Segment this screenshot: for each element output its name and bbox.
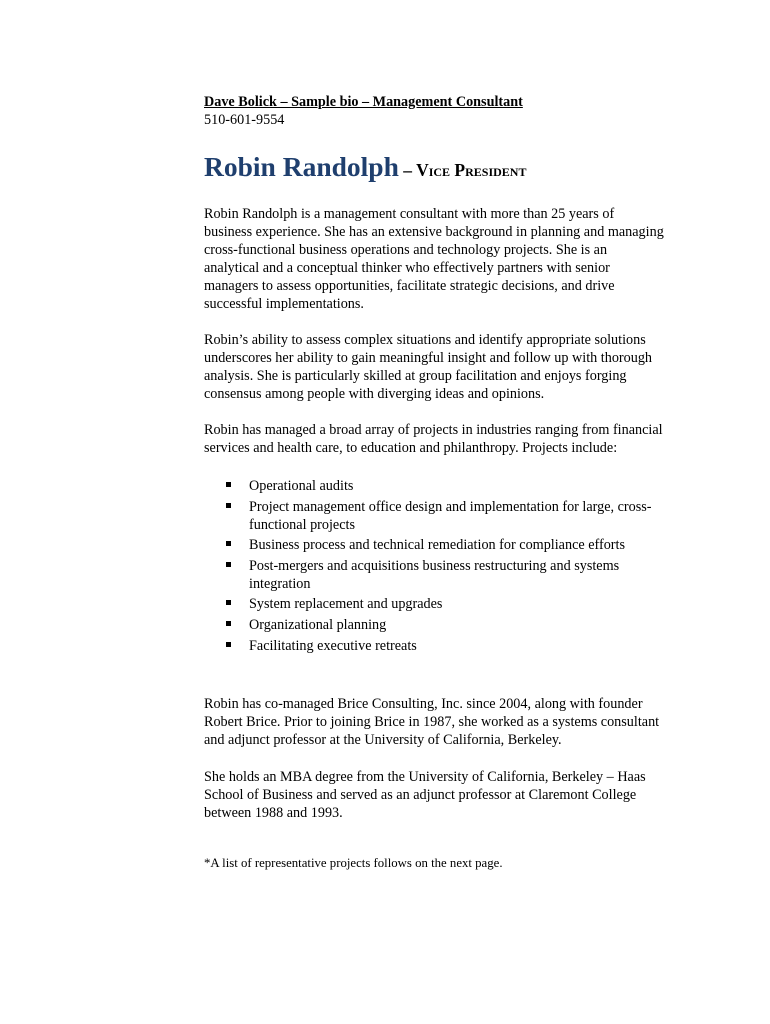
bio-role: – Vice President	[398, 160, 527, 180]
bio-paragraph-projects-intro: Robin has managed a broad array of projects in industries ranging from financial services and health care, to education and philanthropy. Projects include:	[204, 422, 663, 456]
list-item	[204, 616, 664, 634]
bio-name: Robin Randolph	[204, 151, 399, 182]
square-bullet-icon	[226, 600, 231, 605]
document-page	[204, 93, 664, 871]
list-item-text: Business process and technical remediation for compliance efforts	[249, 537, 625, 554]
document-header-phone: 510-601-9554	[204, 112, 285, 128]
square-bullet-icon	[226, 562, 231, 567]
list-item	[204, 595, 664, 613]
list-item	[204, 536, 664, 554]
list-item-text: Post-mergers and acquisitions business restructuring and systems integration	[249, 557, 620, 592]
list-item	[204, 477, 664, 495]
list-item-text: Operational audits	[249, 478, 354, 494]
list-item-text: System replacement and upgrades	[249, 596, 443, 613]
list-item-text: Facilitating executive retreats	[249, 637, 417, 654]
square-bullet-icon	[226, 482, 231, 487]
projects-list	[204, 477, 664, 655]
bio-paragraph-skills: Robin’s ability to assess complex situations and identify appropriate solutions underscores her ability to gain meaningful insight and follow up with thorough analysis. She is particularly skilled at group facilitation and enjoys forging consensus among people with diverging ideas and opinions.	[204, 332, 653, 402]
square-bullet-icon	[226, 503, 231, 508]
square-bullet-icon	[226, 621, 231, 626]
square-bullet-icon	[226, 642, 231, 647]
bio-paragraph-education: She holds an MBA degree from the University of California, Berkeley – Haas School of Business and served as an adjunct professor at Claremont College between 1988 and 1993.	[204, 768, 646, 821]
bio-paragraph-history: Robin has co-managed Brice Consulting, Inc. since 2004, along with founder Robert Brice. Prior to joining Brice in 1987, she worked as a systems consultant and adjunct professor at the University of California, Berkeley.	[204, 695, 660, 748]
list-item	[204, 557, 664, 593]
list-item-text: Organizational planning	[249, 616, 387, 633]
footnote: *A list of representative projects follows on the next page.	[204, 855, 503, 870]
document-header-title: Dave Bolick – Sample bio – Management Consultant	[204, 94, 523, 110]
square-bullet-icon	[226, 541, 231, 546]
list-item-text: Project management office design and implementation for large, cross-functional projects	[249, 498, 652, 533]
list-item	[204, 637, 664, 655]
bio-paragraph-intro: Robin Randolph is a management consultant with more than 25 years of business experience. She has an extensive background in planning and managing cross-functional business operations and technology projects. She is an analytical and a conceptual thinker who effectively partners with senior managers to assess opportunities, facilitate strategic decisions, and drive successful implementations.	[204, 206, 664, 312]
bio-heading	[204, 147, 664, 188]
list-item	[204, 498, 664, 534]
